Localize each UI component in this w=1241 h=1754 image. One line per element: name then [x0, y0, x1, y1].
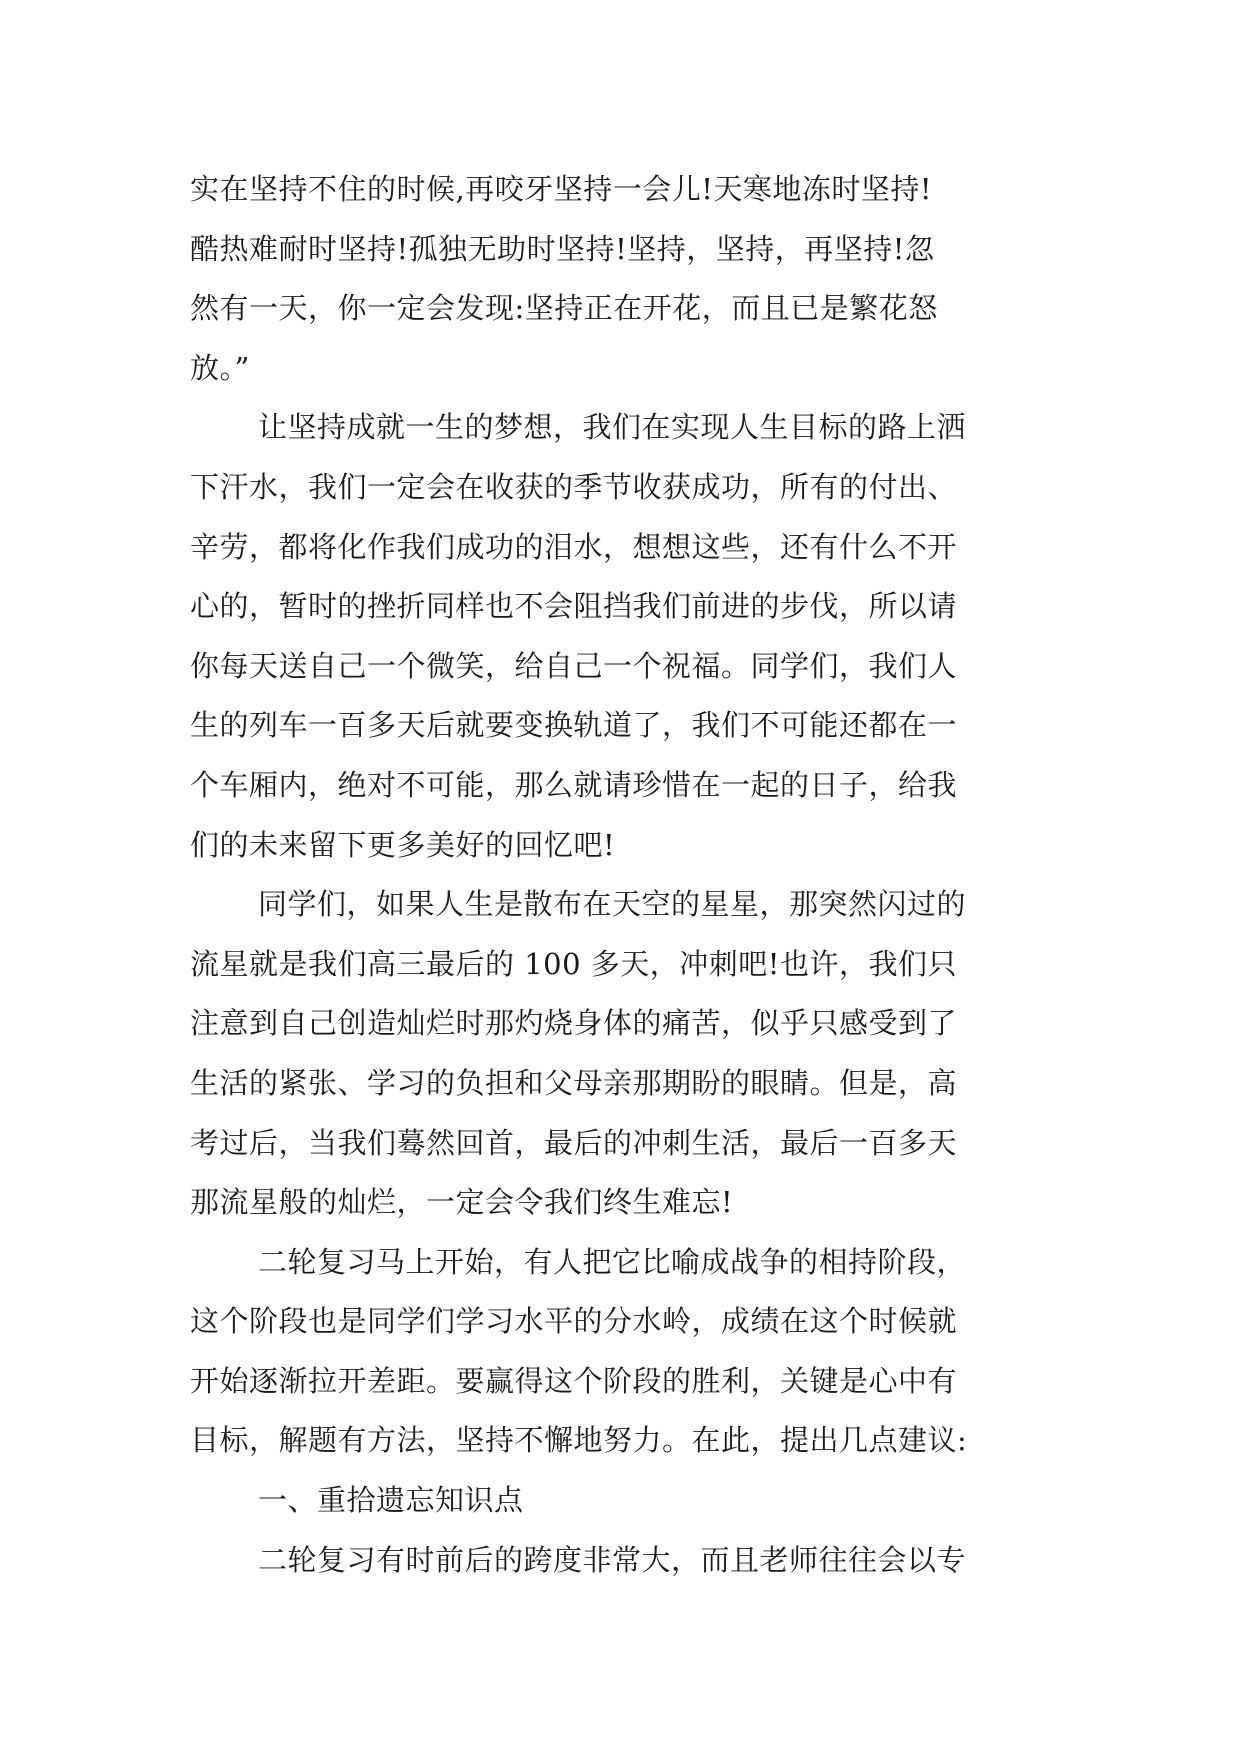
text-line: 酷热难耐时坚持!孤独无助时坚持!坚持，坚持，再坚持!忽 — [190, 231, 935, 266]
text-line: 开始逐渐拉开差距。要赢得这个阶段的胜利，关键是心中有 — [190, 1363, 958, 1398]
text-line: 然有一天，你一定会发现:坚持正在开花，而且已是繁花怒 — [190, 291, 938, 326]
text-line: 注意到自己创造灿烂时那灼烧身体的痛苦，似乎只感受到了 — [190, 1006, 958, 1041]
text-line: 让坚持成就一生的梦想，我们在实现人生目标的路上洒 — [258, 410, 967, 445]
text-line: 下汗水，我们一定会在收获的季节收获成功，所有的付出、 — [190, 469, 958, 504]
text-line: 目标，解题有方法，坚持不懈地努力。在此，提出几点建议: — [190, 1423, 968, 1458]
text-line: 辛劳，都将化作我们成功的泪水，想想这些，还有什么不开 — [190, 529, 958, 564]
text-line: 放。” — [190, 350, 250, 385]
text-line: 心的，暂时的挫折同样也不会阻挡我们前进的步伐，所以请 — [190, 589, 958, 624]
body-text — [190, 160, 1070, 1590]
text-line: 生活的紧张、学习的负担和父母亲那期盼的眼睛。但是，高 — [190, 1065, 958, 1100]
text-line: 流星就是我们高三最后的 100 多天，冲刺吧!也许，我们只 — [190, 946, 957, 981]
text-line: 你每天送自己一个微笑，给自己一个祝福。同学们，我们人 — [190, 648, 958, 683]
text-line: 一、重拾遗忘知识点 — [258, 1483, 524, 1518]
text-line: 个车厢内，绝对不可能，那么就请珍惜在一起的日子，给我 — [190, 767, 958, 802]
text-line: 考过后，当我们蓦然回首，最后的冲刺生活，最后一百多天 — [190, 1125, 958, 1160]
text-line: 同学们，如果人生是散布在天空的星星，那突然闪过的 — [258, 887, 967, 922]
text-line: 二轮复习有时前后的跨度非常大，而且老师往往会以专 — [258, 1542, 967, 1577]
text-line: 们的未来留下更多美好的回忆吧! — [190, 827, 616, 862]
text-line: 实在坚持不住的时候,再咬牙坚持一会儿!天寒地冻时坚持! — [190, 172, 933, 206]
text-line: 这个阶段也是同学们学习水平的分水岭，成绩在这个时候就 — [190, 1304, 958, 1339]
text-line: 生的列车一百多天后就要变换轨道了，我们不可能还都在一 — [190, 708, 958, 743]
text-line: 二轮复习马上开始，有人把它比喻成战争的相持阶段， — [258, 1244, 967, 1279]
text-line: 那流星般的灿烂，一定会令我们终生难忘! — [190, 1185, 734, 1220]
